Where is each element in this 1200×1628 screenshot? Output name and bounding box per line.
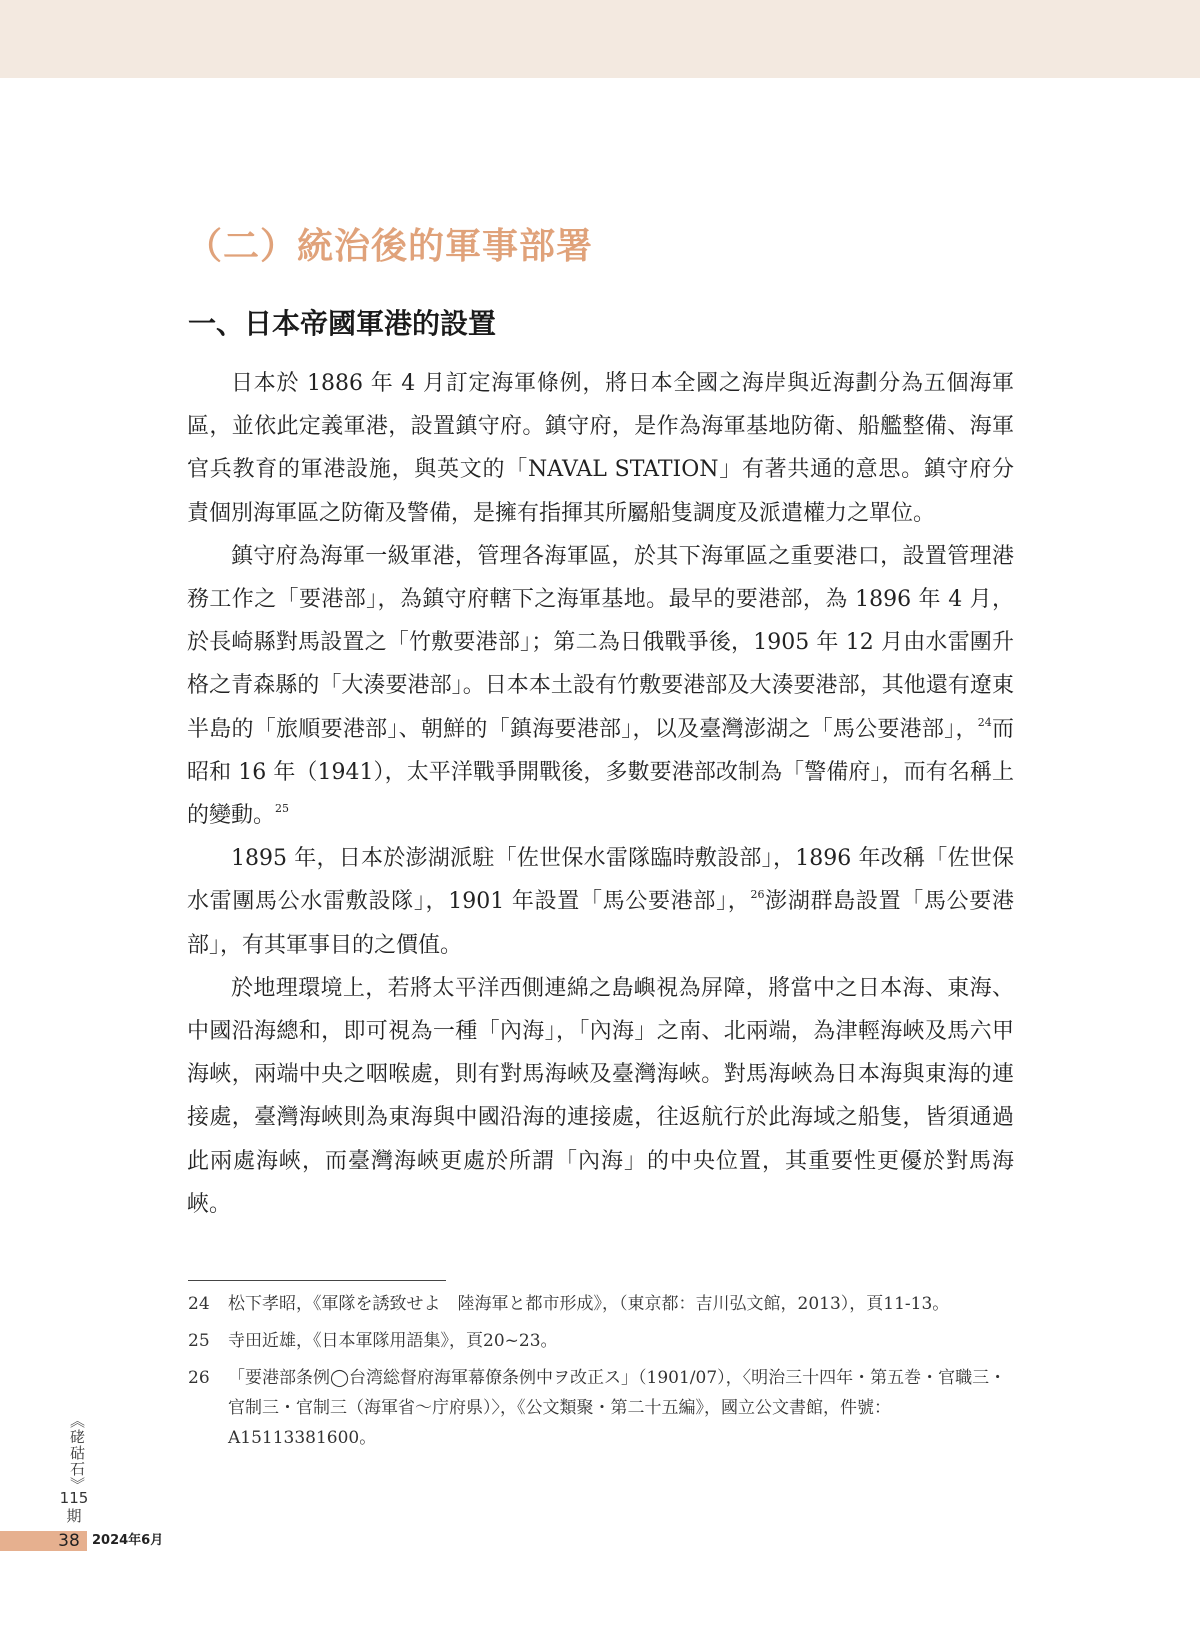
footnote-24 (188, 1289, 1014, 1319)
chapter-title: （二）統治後的軍事部署 (186, 226, 594, 267)
top-decorative-band (0, 0, 1200, 78)
footnote-text: 「要港部条例◯台湾総督府海軍幕僚条例中ヲ改正ス」（1901/07），〈明治三十四年・第五巻・官職三・官制三・官制三（海軍省～庁府県）〉，《公文類聚・第二十五編》，國立公文書館，件號：A15113381600。 (228, 1368, 1007, 1448)
footnote-number: 24 (188, 1294, 210, 1314)
footnote-divider (188, 1280, 446, 1281)
footnote-number: 25 (188, 1331, 210, 1351)
issue-date: 2024年6月 (92, 1533, 164, 1548)
paragraph-1: 日本於 1886 年 4 月訂定海軍條例，將日本全國之海岸與近海劃分為五個海軍區，並依此定義軍港，設置鎮守府。鎮守府，是作為海軍基地防衛、船艦整備、海軍官兵教育的軍港設施，與英文的「NAVAL STATION」有著共通的意思。鎮守府分責個別海軍區之防衛及警備，是擁有指揮其所屬船隻調度及派遣權力之單位。 (187, 371, 1014, 526)
paragraph-3: 1895 年，日本於澎湖派駐「佐世保水雷隊臨時敷設部」，1896 年改稱「佐世保水雷團馬公水雷敷設隊」，1901 年設置「馬公要港部」，$^{26}$澎湖群島設置「馬公要港部」，有其軍事目的之價值。 (187, 846, 1014, 958)
issue-unit: 期 (66, 1507, 82, 1525)
footnote-ref-24[interactable]: 24 (977, 715, 992, 729)
footnote-ref-26[interactable]: 26 (750, 888, 765, 902)
footnote-text: 寺田近雄，《日本軍隊用語集》，頁20~23。 (228, 1331, 558, 1351)
paragraph-4: 於地理環境上，若將太平洋西側連綿之島嶼視為屏障，將當中之日本海、東海、中國沿海總和，即可視為一種「內海」，「內海」之南、北兩端，為津輕海峽及馬六甲海峽，兩端中央之咽喉處，則有對馬海峽及臺灣海峽。對馬海峽為日本海與東海的連接處，臺灣海峽則為東海與中國沿海的連接處，往返航行於此海域之船隻，皆須通過此兩處海峽，而臺灣海峽更處於所謂「內海」的中央位置，其重要性更優於對馬海峽。 (187, 975, 1014, 1217)
issue-number: 115 (59, 1489, 89, 1507)
footnote-text: 松下孝昭，《軍隊を誘致せよ 陸海軍と都市形成》，（東京都：吉川弘文館，2013），頁11-13。 (228, 1294, 950, 1314)
page-number: 38 (58, 1531, 80, 1551)
journal-name: 《硓𥑮石》 (68, 1413, 86, 1493)
footnote-ref-25[interactable]: 25 (275, 802, 290, 816)
footnote-number: 26 (188, 1368, 210, 1388)
section-heading: 一、日本帝國軍港的設置 (188, 307, 497, 340)
footnotes (188, 1289, 1014, 1460)
footnote-25 (188, 1326, 1014, 1356)
footnote-26 (188, 1363, 1014, 1453)
paragraph-2: 鎮守府為海軍一級軍港，管理各海軍區，於其下海軍區之重要港口，設置管理港務工作之「要港部」，為鎮守府轄下之海軍基地。最早的要港部，為 1896 年 4 月，於長崎縣對馬設置之「竹敷要港部」；第二為日俄戰爭後，1905 年 12 月由水雷團升格之青森縣的「大湊要港部」。日本本土設有竹敷要港部及大湊要港部，其他還有遼東半島的「旅順要港部」、朝鮮的「鎮海要港部」，以及臺灣澎湖之「馬公要港部」，$^{24}$而昭和 16 年（1941），太平洋戰爭開戰後，多數要港部改制為「警備府」，而有名稱上的變動。$^{25}$ (187, 543, 1014, 829)
article-body (187, 362, 1014, 1226)
